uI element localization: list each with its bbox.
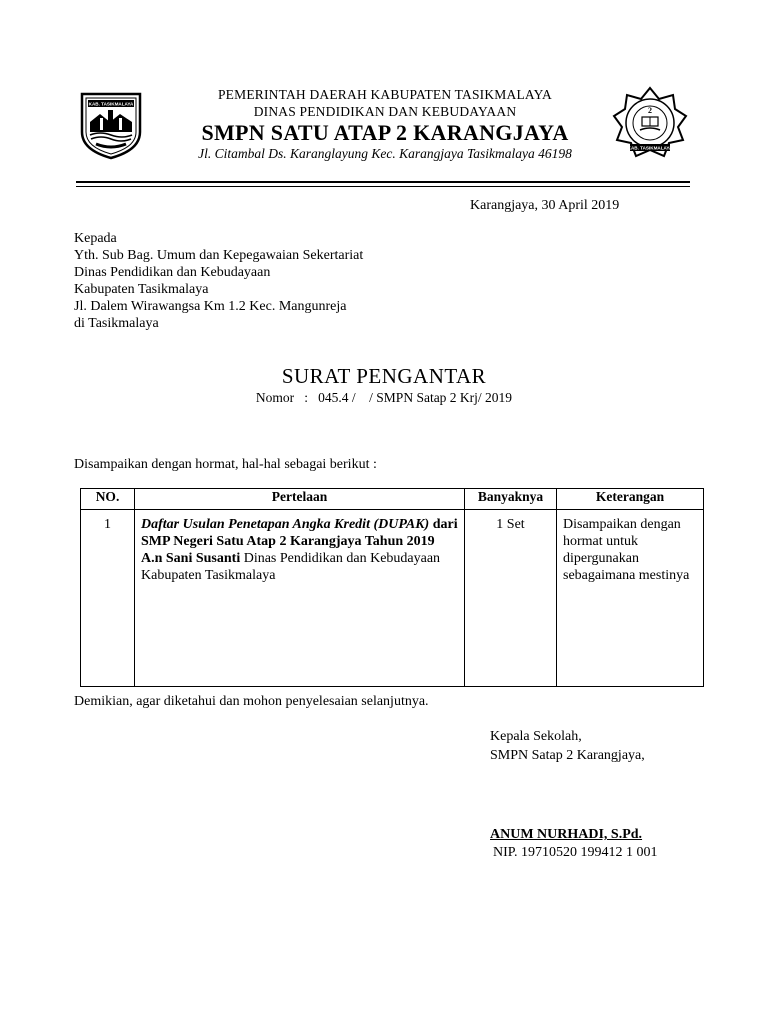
letter-number: Nomor : 045.4 / / SMPN Satap 2 Krj/ 2019 [255,390,513,405]
school-address: Jl. Citambal Ds. Karanglayung Kec. Karangjaya Tasikmalaya 46198 [198,146,572,161]
header-keterangan: Keterangan [557,489,704,510]
recipient-block [74,230,363,332]
letterhead-rule-thick [76,181,690,183]
intro-text: Disampaikan dengan hormat, hal-hal sebagai berikut : [74,457,377,472]
header-pertelaan: Pertelaan [135,489,465,510]
school-badge-logo [612,86,688,162]
description-bold-part: dari SMP Negeri Satu Atap 2 Karangjaya Tahun 2019 A.n Sani Susanti [141,517,458,566]
recipient-line: Jl. Dalem Wirawangsa Km 1.2 Kec. Mangunreja [74,299,347,314]
cell-no: 1 [81,510,135,687]
signatory-name: ANUM NURHADI, S.Pd. [490,827,643,842]
closing-text: Demikian, agar diketahui dan mohon penyelesaian selanjutnya. [74,694,429,709]
cell-quantity: 1 Set [465,510,557,687]
header-banyaknya: Banyaknya [465,489,557,510]
signatory-institution: SMPN Satap 2 Karangjaya, [490,748,645,763]
table-header-row [81,489,704,510]
right-logo-number: 2 [648,106,652,115]
right-logo-text: KAB. TASIKMALAYA [627,145,673,151]
letter-date: Karangjaya, 30 April 2019 [470,198,620,213]
letter-title: SURAT PENGANTAR [281,364,487,388]
government-name: PEMERINTAH DAERAH KABUPATEN TASIKMALAYA [217,87,553,102]
table-row [81,510,704,687]
description-plain-part: Dinas Pendidikan dan Kebudayaan Kabupaten Tasikmalaya [141,551,441,583]
recipient-line: di Tasikmalaya [74,316,159,331]
recipient-line: Kepada [74,231,117,246]
recipient-line: Yth. Sub Bag. Umum dan Kepegawaian Sekertariat [74,248,364,263]
letterhead [0,0,768,200]
cell-description [135,510,465,687]
letterhead-rule-thin [76,186,690,187]
recipient-line: Dinas Pendidikan dan Kebudayaan [74,265,271,280]
cell-note: Disampaikan dengan hormat untuk dipergunakan sebagaimana mestinya [557,510,704,687]
department-name: DINAS PENDIDIKAN DAN KEBUDAYAAN [253,104,517,119]
header-no: NO. [81,489,135,510]
signatory-position: Kepala Sekolah, [490,729,582,744]
regency-emblem-logo [78,88,144,160]
signature-block [490,727,645,765]
items-table [80,488,704,687]
left-logo-text: KAB. TASIKMALAYA [88,101,134,107]
recipient-line: Kabupaten Tasikmalaya [74,282,209,297]
description-italic-part: Daftar Usulan Penetapan Angka Kredit (DUPAK) [141,517,430,532]
school-name: SMPN SATU ATAP 2 KARANGJAYA [201,120,569,145]
signatory-nip: NIP. 19710520 199412 1 001 [493,845,658,860]
